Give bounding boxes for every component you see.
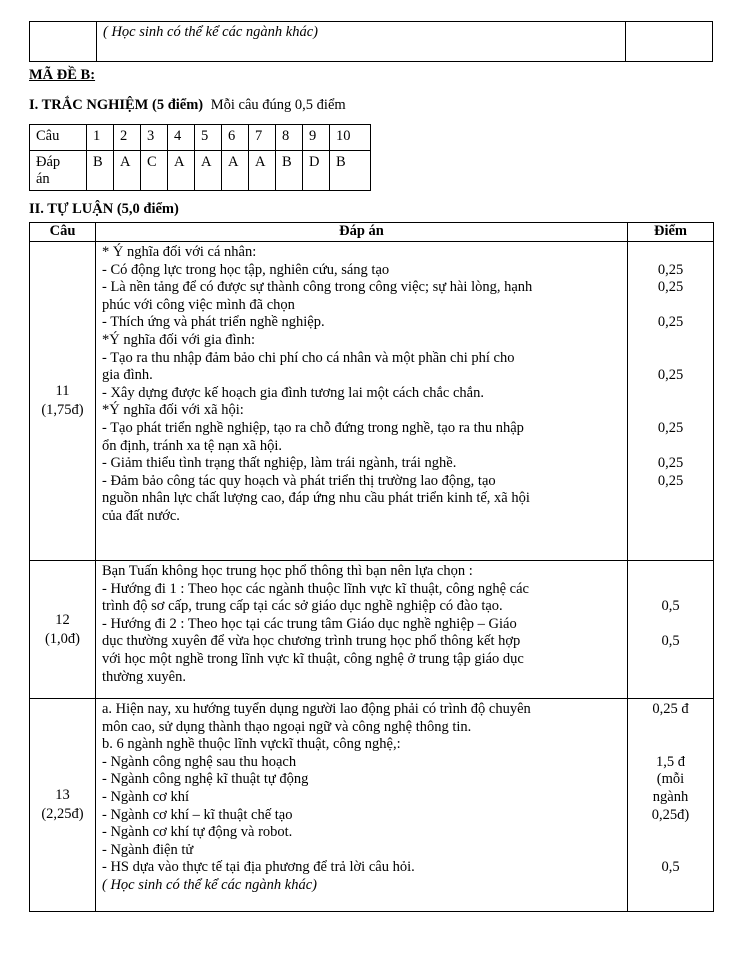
answer-line: - Giảm thiểu tình trạng thất nghiệp, làm trái ngành, trái nghề. (102, 455, 457, 472)
row-label-dapan (30, 151, 87, 191)
answer-number-cell: 1 (87, 125, 114, 151)
answer-number-cell: 5 (195, 125, 222, 151)
answer-line: * Ý nghĩa đối với cá nhân: (102, 244, 257, 260)
label-dap: Đáp (36, 154, 61, 170)
score-line (630, 669, 711, 687)
score-line (630, 490, 711, 508)
answer-number-cell: 6 (222, 125, 249, 151)
part1-heading (29, 96, 346, 114)
answer-number-cell: 2 (114, 125, 141, 151)
question-number: 13 (55, 787, 70, 803)
answer-line: trình độ sơ cấp, trung cấp tại các sở giáo dục nghề nghiệp có đào tạo. (102, 598, 503, 615)
content-cell (97, 22, 626, 62)
row-label-cau: Câu (30, 125, 87, 151)
answer-line: - Ngành cơ khí (102, 788, 189, 805)
note-text: ( Học sinh có thể kể các ngành khác) (103, 24, 319, 40)
score-line: 0,25đ) (651, 806, 690, 823)
score-line: 0,25 (657, 419, 684, 436)
answer-letter-cell: B (276, 151, 303, 191)
answer-line: - Tạo ra thu nhập đảm bảo chi phí cho cá nhân và một phần chi phí cho (102, 349, 515, 366)
score-cell-12 (628, 561, 714, 699)
answer-line: *Ý nghĩa đối với gia đình: (102, 331, 256, 348)
score-line (630, 842, 711, 860)
table-row (30, 22, 713, 62)
part1-title: I. TRẮC NGHIỆM (5 điểm) (29, 97, 204, 113)
answer-letter-cell: A (249, 151, 276, 191)
score-line: 0,25 (657, 367, 684, 384)
answer-line: b. 6 ngành nghề thuộc lĩnh vựckĩ thuật, công nghệ,: (102, 736, 401, 753)
answer-letter-cell: A (195, 151, 222, 191)
score-line (630, 332, 711, 350)
score-line: 0,5 (661, 598, 680, 615)
answer-letter-cell: B (330, 151, 371, 191)
answer-number-cell: 8 (276, 125, 303, 151)
answer-line: thường xuyên. (102, 668, 186, 685)
label-an: án (36, 171, 50, 187)
score-line (630, 651, 711, 669)
score-line (630, 385, 711, 403)
answer-line: a. Hiện nay, xu hướng tuyển dụng người lao động phải có trình độ chuyên (102, 701, 531, 717)
score-cell-11 (628, 242, 714, 561)
part1-note: Mỗi câu đúng 0,5 điểm (210, 97, 346, 113)
answer-line: ( Học sinh có thể kể các ngành khác) (102, 876, 318, 893)
question-number: 11 (55, 383, 70, 399)
answer-line: - Hướng đi 1 : Theo học các ngành thuộc lĩnh vực kĩ thuật, công nghệ các (102, 580, 529, 597)
answer-line: - Ngành công nghệ sau thu hoạch (102, 753, 297, 770)
table-row-q11 (30, 242, 714, 561)
answer-line: Bạn Tuấn không học trung học phổ thông thì bạn nên lựa chọn : (102, 563, 473, 579)
empty-cell (30, 22, 97, 62)
exam-code-heading: MÃ ĐỀ B: (29, 67, 96, 83)
score-line: 1,5 đ (656, 753, 685, 770)
score-line: 0,25 (657, 261, 684, 278)
answer-line: - HS dựa vào thực tế tại địa phương để trả lời câu hỏi. (102, 859, 415, 876)
score-line: 0,25 (657, 455, 684, 472)
answer-line: ổn định, tránh xa tệ nạn xã hội. (102, 437, 282, 454)
score-line (630, 719, 711, 737)
table-row (30, 151, 371, 191)
part2-heading: II. TỰ LUẬN (5,0 điểm) (29, 201, 179, 217)
answer-letter-cell: A (114, 151, 141, 191)
answer-line: - Ngành cơ khí – kĩ thuật chế tạo (102, 806, 293, 823)
answer-line: - Có động lực trong học tập, nghiên cứu, sáng tạo (102, 261, 390, 278)
answer-line: - Tạo phát triển nghề nghiệp, tạo ra chỗ đứng trong nghề, tạo ra thu nhập (102, 419, 524, 436)
answer-number-cell: 9 (303, 125, 330, 151)
answer-line: - Thích ứng và phát triển nghề nghiệp. (102, 314, 325, 331)
answer-cell-12 (96, 561, 628, 699)
question-cell-12 (30, 561, 96, 699)
question-points: (1,0đ) (44, 630, 81, 647)
question-points: (2,25đ) (41, 806, 84, 822)
score-line (630, 877, 711, 895)
score-line: ngành (652, 788, 689, 805)
score-line (630, 563, 711, 581)
question-cell-11 (30, 242, 96, 561)
score-line (630, 244, 711, 262)
answer-line: - Xây dựng được kế hoạch gia đình tương lai một cách chắc chắn. (102, 384, 484, 401)
table-row-q12 (30, 561, 714, 699)
answer-line: dục thường xuyên để vừa học chương trình trung học phổ thông kết hợp (102, 633, 521, 650)
score-cell-13 (628, 699, 714, 912)
score-line (630, 736, 711, 754)
answer-line: môn cao, sử dụng thành thạo ngoại ngữ và công nghệ thông tin. (102, 718, 472, 735)
answer-line: *Ý nghĩa đối với xã hội: (102, 402, 244, 419)
answer-line: - Ngành điện tử (102, 841, 194, 858)
answer-number-cell: 10 (330, 125, 371, 151)
header-row (30, 223, 714, 242)
top-remnant-table (29, 21, 713, 62)
answer-line: - Hướng đi 2 : Theo học tại các trung tâm Giáo dục nghề nghiệp – Giáo (102, 615, 517, 632)
header-dapan: Đáp án (96, 223, 628, 242)
score-line (630, 350, 711, 368)
question-cell-13 (30, 699, 96, 912)
answers-table (29, 124, 371, 191)
header-cau: Câu (30, 223, 96, 242)
score-line (630, 581, 711, 599)
score-line: 0,5 (661, 859, 680, 876)
answer-table (29, 222, 714, 912)
score-line: (mỗi (656, 771, 685, 788)
score-line (630, 508, 711, 526)
question-number: 12 (55, 611, 70, 628)
score-line: 0,25 (657, 314, 684, 331)
score-line (630, 297, 711, 315)
score-line: 0,5 (661, 633, 680, 650)
empty-cell (626, 22, 713, 62)
score-line: 0,25 (657, 472, 684, 489)
score-line (630, 402, 711, 420)
score-line: 0,25 (657, 279, 684, 296)
table-row-q13 (30, 699, 714, 912)
score-line (630, 616, 711, 634)
answer-line: nguồn nhân lực chất lượng cao, đáp ứng nhu cầu phát triển kinh tế, xã hội (102, 490, 530, 507)
answer-line: phúc với công việc mình đã chọn (102, 296, 295, 313)
score-line (630, 438, 711, 456)
score-line: 0,25 đ (652, 701, 689, 717)
header-diem: Điểm (628, 223, 714, 242)
question-points: (1,75đ) (41, 402, 84, 418)
answer-number-cell: 4 (168, 125, 195, 151)
answer-line: với học một nghề trong lĩnh vực kĩ thuật, công nghệ ở trung tập giáo dục (102, 650, 524, 667)
answer-line: của đất nước. (102, 507, 180, 524)
answer-letter-cell: B (87, 151, 114, 191)
answer-letter-cell: A (168, 151, 195, 191)
answer-line: gia đình. (102, 367, 153, 384)
answer-cell-13 (96, 699, 628, 912)
answer-cell-11 (96, 242, 628, 561)
answer-line: - Ngành cơ khí tự động và robot. (102, 824, 293, 841)
answer-line: - Đảm bảo công tác quy hoạch và phát triển thị trường lao động, tạo (102, 472, 496, 489)
answer-number-cell: 3 (141, 125, 168, 151)
answer-line: - Ngành công nghệ kĩ thuật tự động (102, 771, 309, 788)
table-row (30, 125, 371, 151)
answer-letter-cell: A (222, 151, 249, 191)
score-line (630, 824, 711, 842)
answer-letter-cell: D (303, 151, 330, 191)
answer-number-cell: 7 (249, 125, 276, 151)
answer-letter-cell: C (141, 151, 168, 191)
answer-line: - Là nền tảng để có được sự thành công trong công việc; sự hài lòng, hạnh (102, 279, 533, 296)
